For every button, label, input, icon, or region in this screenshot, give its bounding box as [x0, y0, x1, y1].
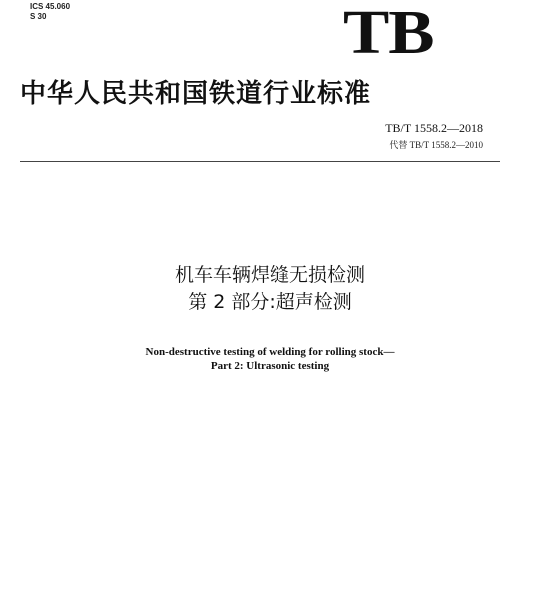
replaces-standard: 代替 TB/T 1558.2—2010 [389, 140, 483, 150]
standard-number [385, 121, 483, 135]
standard-number-text: TB/T 1558.2—2018 [385, 121, 483, 135]
standard-organization-title: 中华人民共和国铁道行业标准 [20, 79, 372, 109]
english-title [0, 345, 540, 373]
tb-logo: TB [343, 0, 434, 67]
chinese-title [0, 262, 540, 316]
cropped-date-line [30, 606, 510, 616]
header-divider [20, 161, 500, 162]
english-title-line-1: Non-destructive testing of welding for rolling stock— [145, 346, 395, 358]
chinese-title-line-1: 机车车辆焊缝无损检测 [174, 264, 365, 286]
ccs-code: S 30 [30, 12, 47, 21]
chinese-title-line-2: 第 2 部分:超声检测 [188, 291, 352, 313]
ics-code: ICS 45.060 [30, 2, 71, 11]
classification-codes [30, 2, 70, 22]
english-title-line-2: Part 2: Ultrasonic testing [210, 360, 330, 372]
